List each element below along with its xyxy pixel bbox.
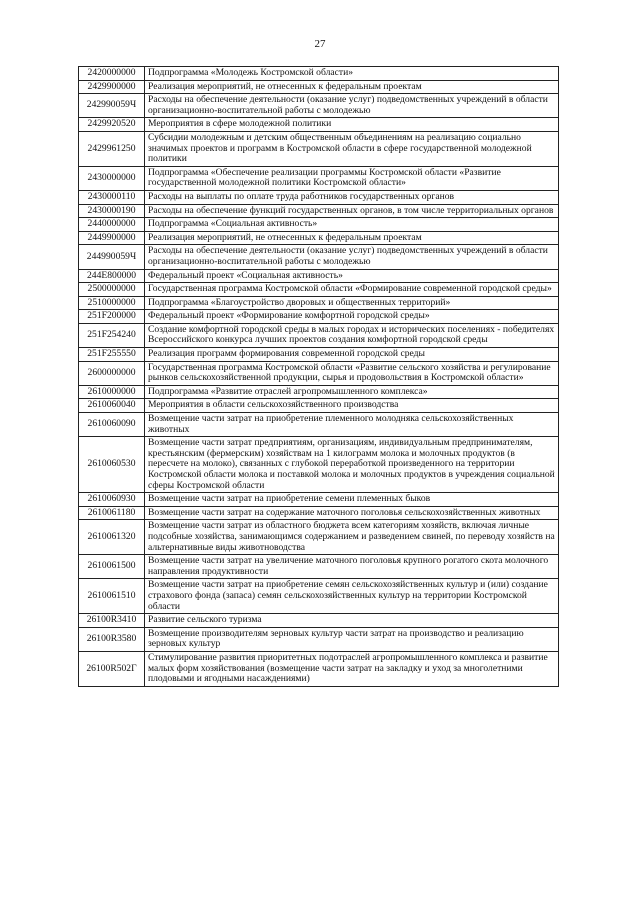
row-code: 2610060530 — [79, 437, 145, 493]
table-row — [79, 651, 559, 686]
row-name: Создание комфортной городской среды в малых городах и исторических поселениях - победителях Всероссийского конкурса лучших проектов создания комфортной городской среды — [145, 323, 559, 347]
row-name: Расходы на обеспечение функций государственных органов, в том числе территориальных органов — [145, 204, 559, 218]
table-row — [79, 296, 559, 310]
row-code: 251F254240 — [79, 323, 145, 347]
row-code: 251F255550 — [79, 348, 145, 362]
table-row — [79, 385, 559, 399]
table-row — [79, 131, 559, 166]
table-row — [79, 94, 559, 118]
row-code: 26100R3410 — [79, 614, 145, 628]
row-code: 2500000000 — [79, 283, 145, 297]
table-row — [79, 80, 559, 94]
table-row — [79, 437, 559, 493]
row-name: Федеральный проект «Социальная активность» — [145, 269, 559, 283]
table-row — [79, 204, 559, 218]
row-code: 251F200000 — [79, 310, 145, 324]
row-name: Возмещение части затрат предприятиям, организациям, индивидуальным предпринимателям, крестьянским (фермерским) хозяйствам на 1 килограмм молока и молочных продуктов (в пересчете на молоко), связанных с глубокой переработкой произведенного на территории Костромской области молока и поставкой молока и молочных продуктов в учреждения социальной сферы Костромской области — [145, 437, 559, 493]
row-name: Возмещение части затрат на увеличение маточного поголовья крупного рогатого скота молочного направления продуктивности — [145, 555, 559, 579]
row-name: Расходы на обеспечение деятельности (оказание услуг) подведомственных учреждений в области организационно-воспитательной работы с молодежью — [145, 245, 559, 269]
row-code: 2440000000 — [79, 218, 145, 232]
table-row — [79, 118, 559, 132]
table-row — [79, 231, 559, 245]
row-name: Возмещение части затрат на содержание маточного поголовья сельскохозяйственных животных — [145, 506, 559, 520]
row-name: Подпрограмма «Благоустройство дворовых и общественных территорий» — [145, 296, 559, 310]
row-name: Возмещение части затрат на приобретение семян сельскохозяйственных культур и (или) создание страхового фонда (запаса) семян сельскохозяйственных культур на территории Костромской области — [145, 579, 559, 614]
table-row — [79, 283, 559, 297]
table-row — [79, 67, 559, 81]
table-row — [79, 323, 559, 347]
table-row — [79, 555, 559, 579]
row-name: Подпрограмма «Обеспечение реализации программы Костромской области «Развитие государственной молодежной политики Костромской области» — [145, 166, 559, 190]
row-name: Государственная программа Костромской области «Развитие сельского хозяйства и регулирование рынков сельскохозяйственной продукции, сырья и продовольствия в Костромской области» — [145, 361, 559, 385]
table-row — [79, 166, 559, 190]
table-row — [79, 399, 559, 413]
row-name: Мероприятия в области сельскохозяйственного производства — [145, 399, 559, 413]
table-row — [79, 348, 559, 362]
row-name: Подпрограмма «Молодежь Костромской области» — [145, 67, 559, 81]
row-code: 2510000000 — [79, 296, 145, 310]
row-code: 2610061180 — [79, 506, 145, 520]
page-number: 27 — [314, 38, 326, 50]
table-body — [79, 67, 559, 687]
table-row — [79, 627, 559, 651]
row-code: 2429920520 — [79, 118, 145, 132]
row-code: 244E800000 — [79, 269, 145, 283]
row-code: 2610060090 — [79, 413, 145, 437]
row-name: Государственная программа Костромской области «Формирование современной городской среды» — [145, 283, 559, 297]
row-code: 2420000000 — [79, 67, 145, 81]
row-name: Федеральный проект «Формирование комфортной городской среды» — [145, 310, 559, 324]
table-row — [79, 310, 559, 324]
row-code: 244990059Ч — [79, 245, 145, 269]
row-name: Возмещение части затрат на приобретение семени племенных быков — [145, 493, 559, 507]
row-code: 2600000000 — [79, 361, 145, 385]
table-row — [79, 506, 559, 520]
row-code: 2610060040 — [79, 399, 145, 413]
row-name: Возмещение производителям зерновых культур части затрат на производство и реализацию зерновых культур — [145, 627, 559, 651]
row-code: 26100R502Г — [79, 651, 145, 686]
row-code: 2429961250 — [79, 131, 145, 166]
row-name: Реализация мероприятий, не отнесенных к федеральным проектам — [145, 231, 559, 245]
table-row — [79, 614, 559, 628]
row-code: 26100R3580 — [79, 627, 145, 651]
row-name: Возмещение части затрат из областного бюджета всем категориям хозяйств, включая личные подсобные хозяйства, занимающимся содержанием и разведением свиней, по переводу хозяйств на альтернативные виды животноводства — [145, 520, 559, 555]
table-row — [79, 190, 559, 204]
row-code: 2430000000 — [79, 166, 145, 190]
table-row — [79, 493, 559, 507]
table-row — [79, 413, 559, 437]
row-name: Субсидии молодежным и детским общественным объединениям на реализацию социально значимых проектов и программ в Костромской области в сфере государственной молодежной политики — [145, 131, 559, 166]
budget-classification-table — [78, 66, 559, 687]
row-name: Возмещение части затрат на приобретение племенного молодняка сельскохозяйственных животных — [145, 413, 559, 437]
row-name: Расходы на обеспечение деятельности (оказание услуг) подведомственных учреждений в области организационно-воспитательной работы с молодежью — [145, 94, 559, 118]
table-row — [79, 218, 559, 232]
row-code: 2610061320 — [79, 520, 145, 555]
row-name: Мероприятия в сфере молодежной политики — [145, 118, 559, 132]
row-code: 2610061510 — [79, 579, 145, 614]
row-code: 2449900000 — [79, 231, 145, 245]
table-row — [79, 269, 559, 283]
row-name: Расходы на выплаты по оплате труда работников государственных органов — [145, 190, 559, 204]
table-row — [79, 579, 559, 614]
table-row — [79, 245, 559, 269]
row-code: 2430000110 — [79, 190, 145, 204]
row-name: Реализация мероприятий, не отнесенных к федеральным проектам — [145, 80, 559, 94]
row-code: 2610060930 — [79, 493, 145, 507]
row-code: 2430000190 — [79, 204, 145, 218]
table-row — [79, 361, 559, 385]
row-code: 2429900000 — [79, 80, 145, 94]
row-code: 2610000000 — [79, 385, 145, 399]
row-name: Подпрограмма «Социальная активность» — [145, 218, 559, 232]
row-name: Реализация программ формирования современной городской среды — [145, 348, 559, 362]
row-name: Стимулирование развития приоритетных подотраслей агропромышленного комплекса и развитие малых форм хозяйствования (возмещение части затрат на закладку и уход за многолетними плодовыми и ягодными насаждениями) — [145, 651, 559, 686]
row-code: 242990059Ч — [79, 94, 145, 118]
row-name: Подпрограмма «Развитие отраслей агропромышленного комплекса» — [145, 385, 559, 399]
table-row — [79, 520, 559, 555]
row-name: Развитие сельского туризма — [145, 614, 559, 628]
row-code: 2610061500 — [79, 555, 145, 579]
